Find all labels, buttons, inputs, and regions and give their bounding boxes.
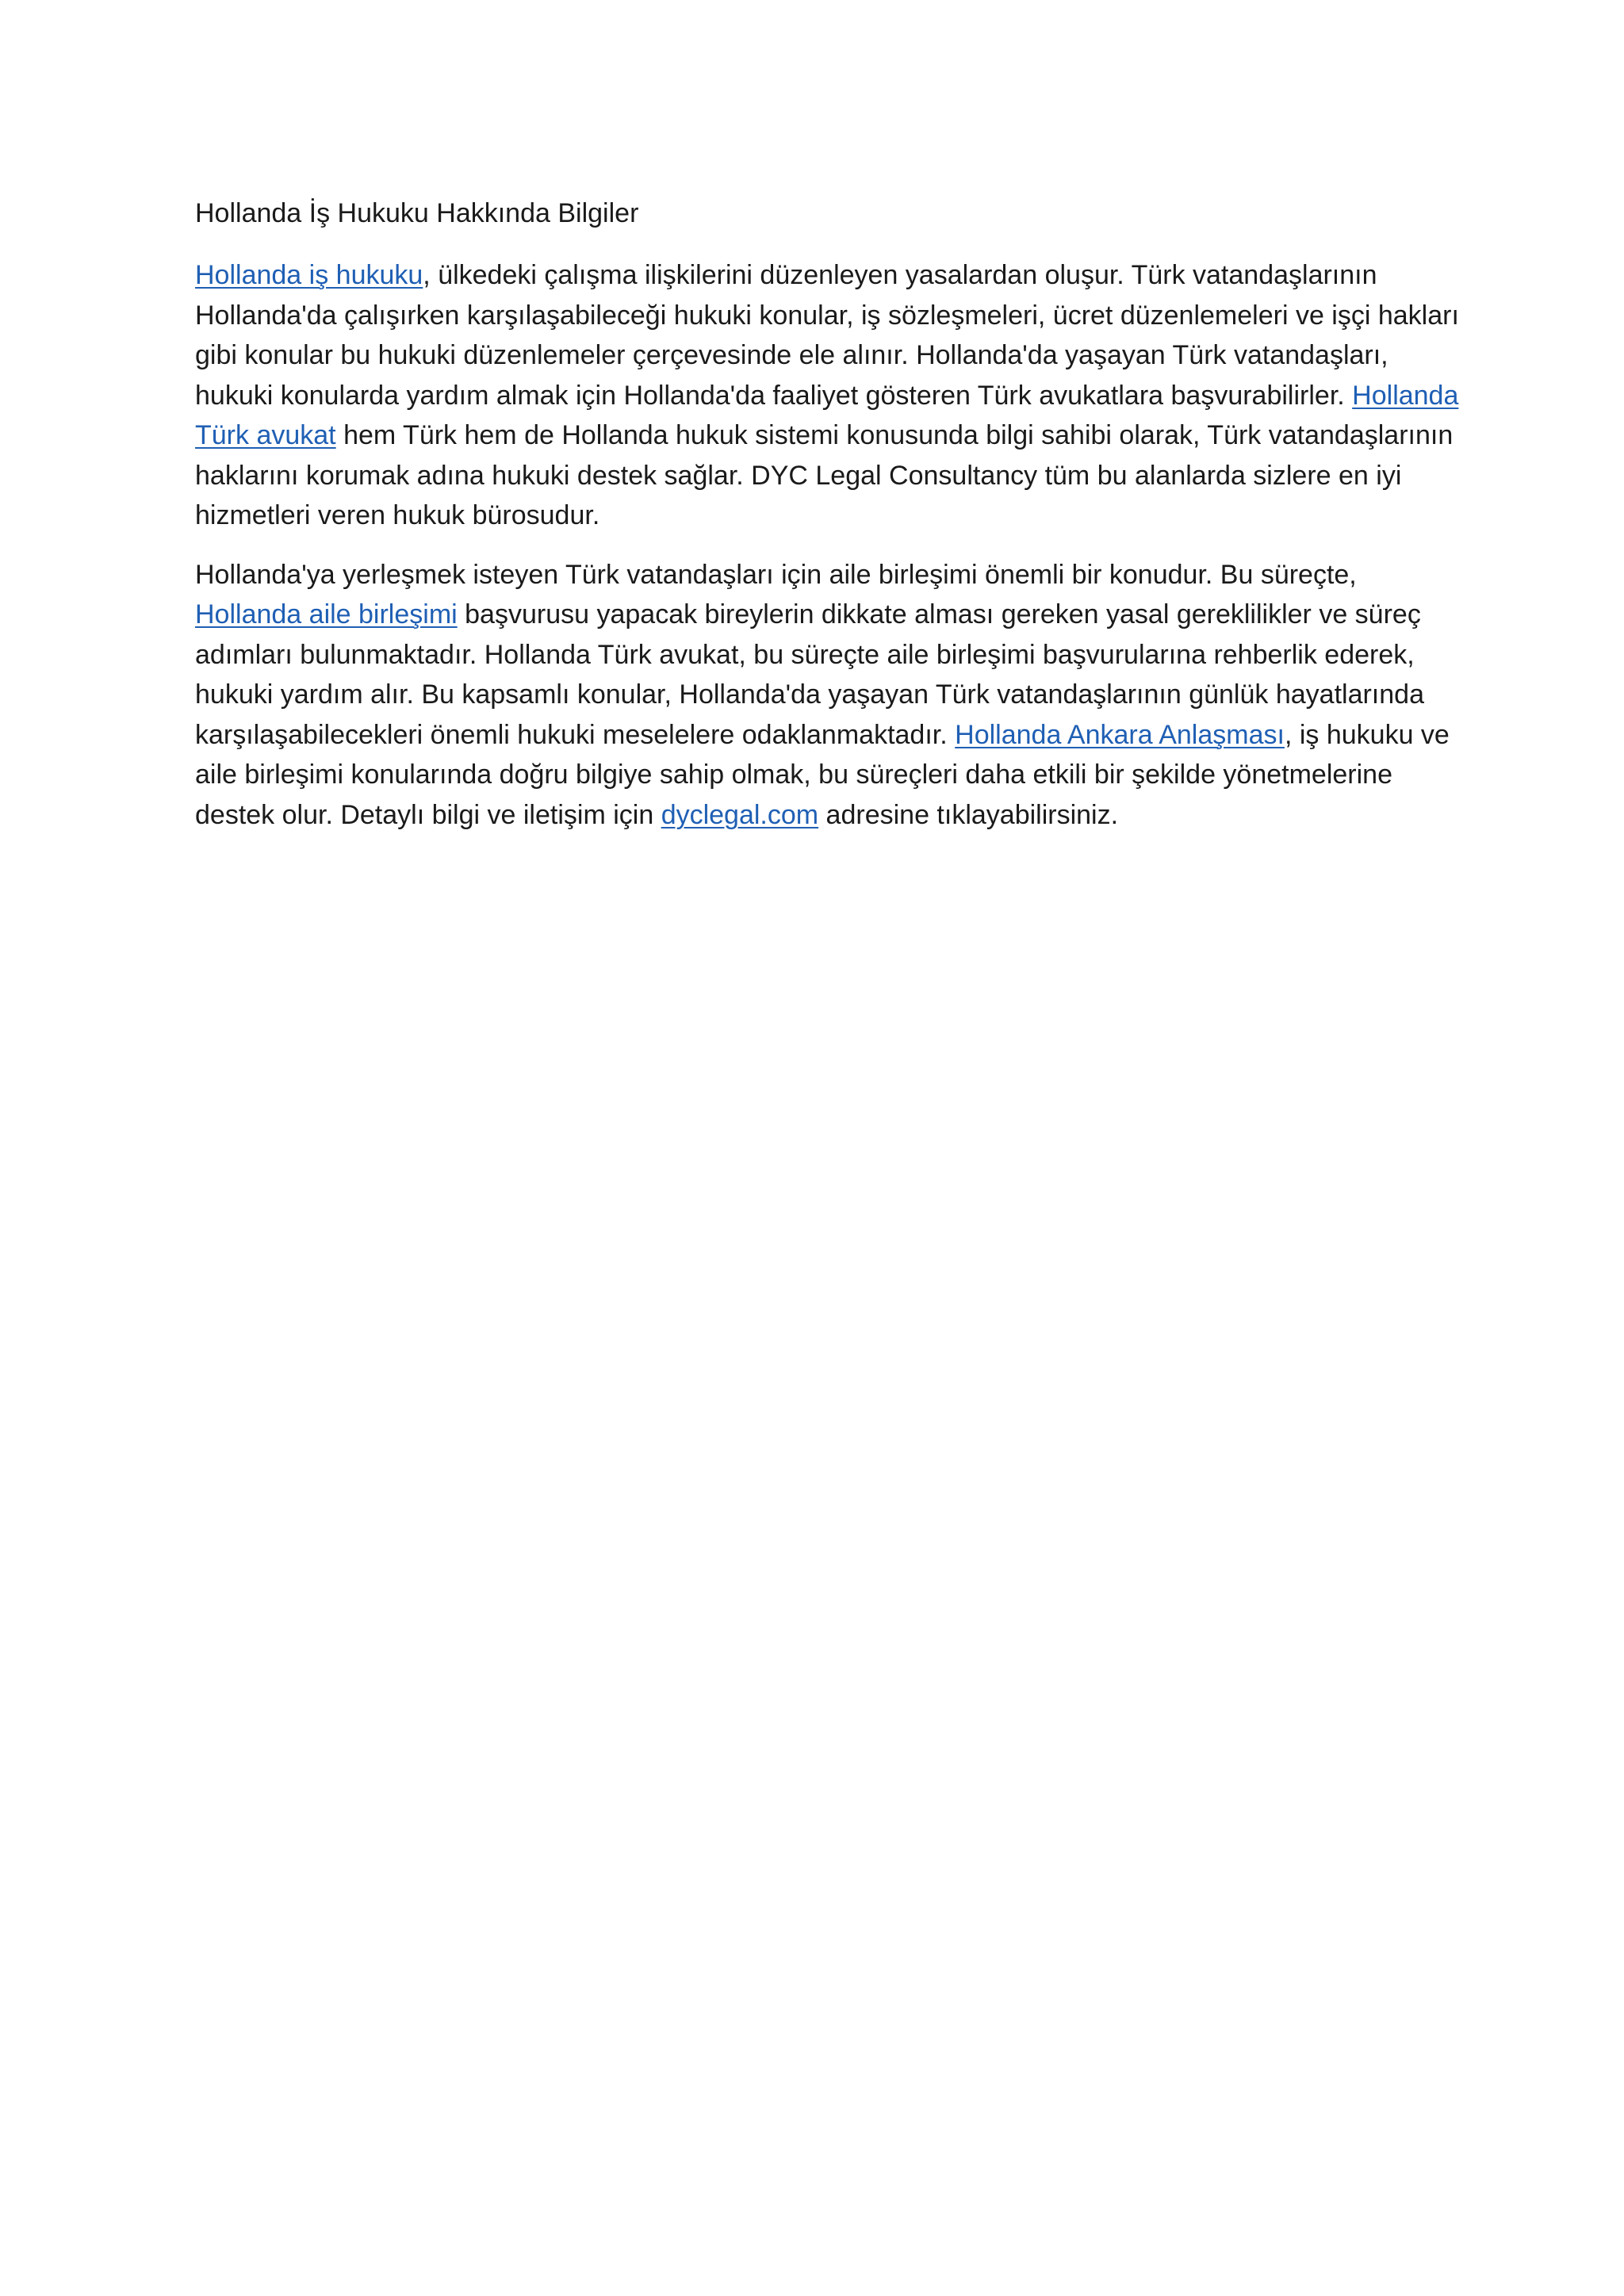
paragraph-text: , iş hukuku ve aile birleşimi konularında doğru bilgiye sahip olmak, bu süreçleri daha etkili bir şekilde yönetmelerine destek olur. Detaylı bilgi ve iletişim için — [195, 719, 1450, 830]
paragraph-text: , ülkedeki çalışma ilişkilerini düzenleyen yasalardan oluşur. Türk vatandaşlarının Hollanda'da çalışırken karşılaşabileceği hukuki konular, iş sözleşmeleri, ücret düzenlemeleri ve işçi hakları gibi konular bu hukuki düzenlemeler çerçevesinde ele alınır. Hollanda'da yaşayan Türk vatandaşları, hukuki konularda yardım almak için Hollanda'da faaliyet gösteren Türk avukatlara başvurabilirler. — [195, 260, 1459, 411]
paragraph-text: adresine tıklayabilirsiniz. — [818, 799, 1119, 830]
document-body — [195, 193, 1464, 854]
paragraph-text: Hollanda'ya yerleşmek isteyen Türk vatandaşları için aile birleşimi önemli bir konudur. Bu süreçte, — [195, 559, 1357, 590]
paragraph-family-reunification — [195, 555, 1464, 836]
document-title: Hollanda İş Hukuku Hakkında Bilgiler — [195, 198, 639, 228]
link-hollanda-ankara-anlasmasi[interactable]: Hollanda Ankara Anlaşması — [955, 719, 1285, 750]
link-hollanda-is-hukuku[interactable]: Hollanda iş hukuku — [195, 260, 423, 290]
paragraph-text: başvurusu yapacak bireylerin dikkate alması gereken yasal gereklilikler ve süreç adımları bulunmaktadır. Hollanda Türk avukat, bu süreçte aile birleşimi başvurularına rehberlik ederek, hukuki yardım alır. Bu kapsamlı konular, Hollanda'da yaşayan Türk vatandaşlarının günlük hayatlarında karşılaşabilecekleri önemli hukuki meselelere odaklanmaktadır. — [195, 599, 1424, 750]
link-dyclegal[interactable]: dyclegal.com — [661, 799, 819, 830]
link-hollanda-turk-avukat[interactable]: Hollanda Türk avukat — [195, 380, 1459, 450]
link-hollanda-aile-birlesimi[interactable]: Hollanda aile birleşimi — [195, 599, 458, 629]
paragraph-employment-law — [195, 255, 1464, 536]
paragraph-text: hem Türk hem de Hollanda hukuk sistemi konusunda bilgi sahibi olarak, Türk vatandaşlarının haklarını korumak adına hukuki destek sağlar. DYC Legal Consultancy tüm bu alanlarda sizlere en iyi hizmetleri veren hukuk bürosudur. — [195, 420, 1454, 530]
